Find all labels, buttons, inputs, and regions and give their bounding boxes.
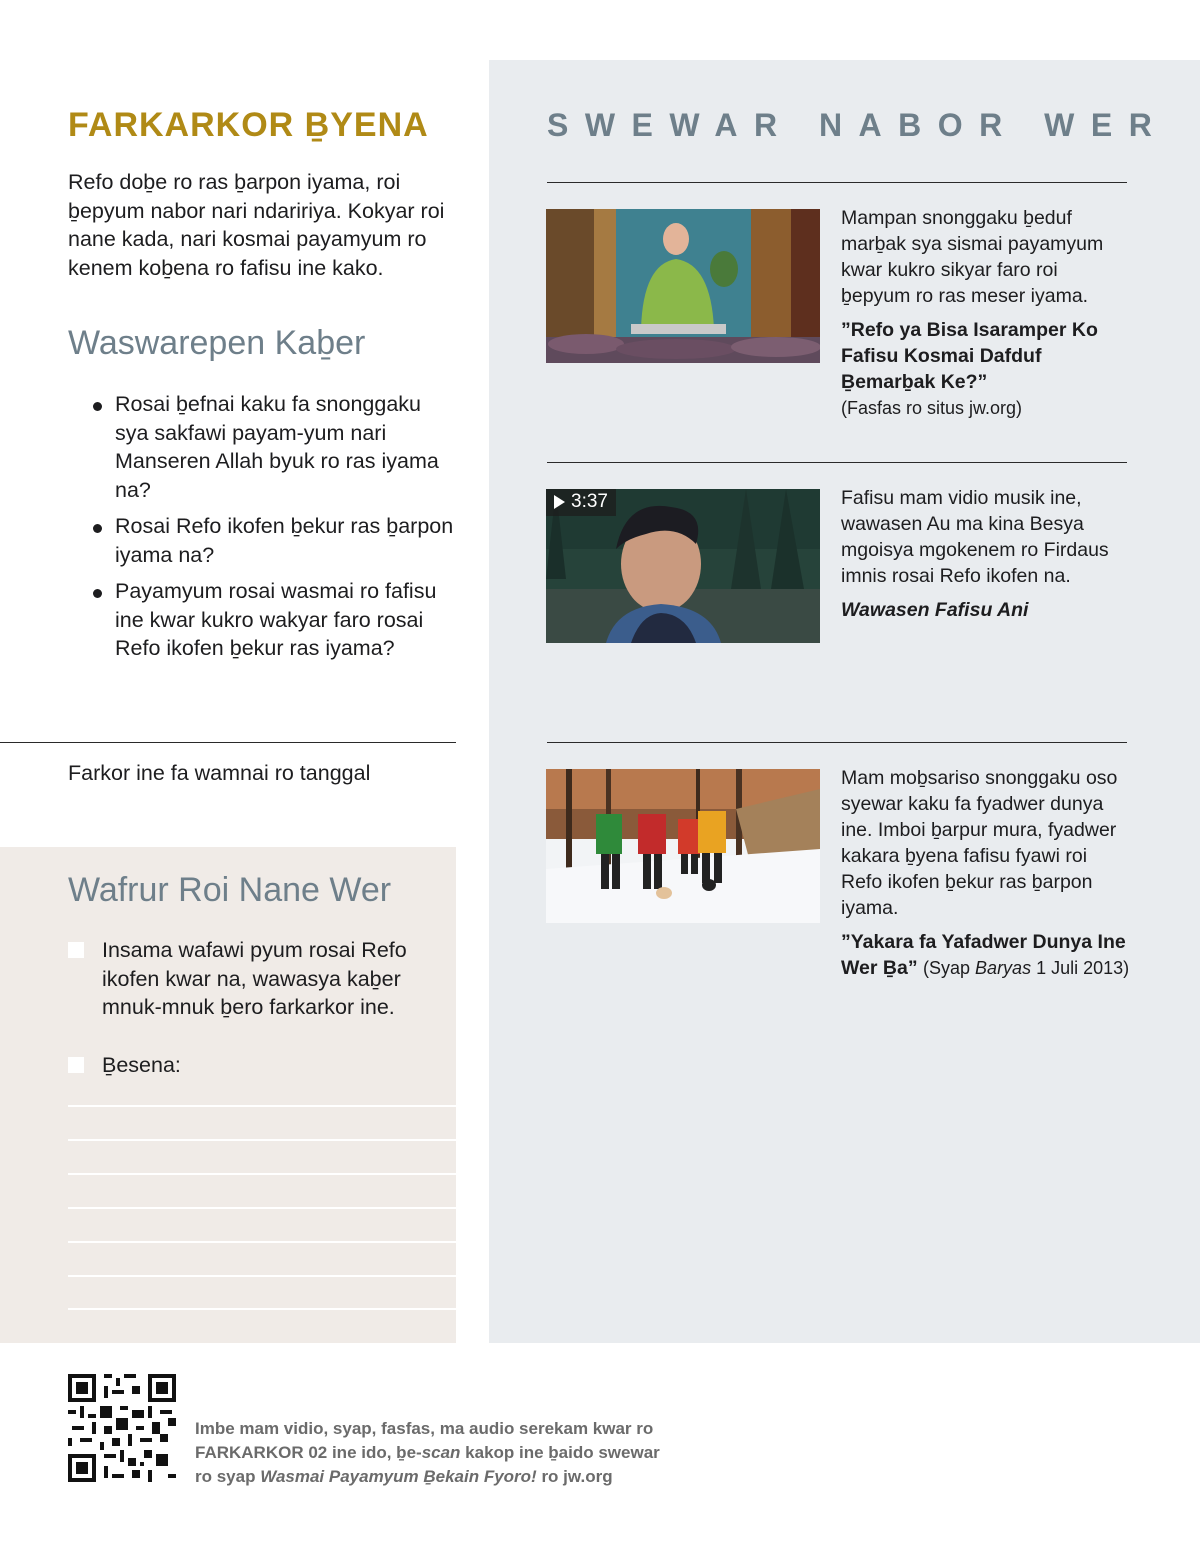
writing-line (68, 1308, 456, 1310)
resources-title: SWEWAR NABOR WER (547, 107, 1169, 143)
footer-note: Imbe mam vidio, syap, fasfas, ma audio serekam kwar ro FARKARKOR 02 ine ido, ḇe-scan kakop ine ḇaido swewar ro syap Wasmai Payamyum Ḇekain Fyoro! ro jw.org (195, 1419, 660, 1486)
writing-line (68, 1241, 456, 1243)
todo-heading: Wafrur Roi Nane Wer (68, 871, 392, 909)
reference-source: (Fasfas ro situs jw.org) (841, 398, 1023, 418)
play-icon (554, 495, 565, 509)
date-note: Farkor ine fa wamnai ro tanggal (68, 761, 371, 785)
duration-badge (546, 489, 616, 516)
item-description: Mam moḇsariso snonggaku oso syewar kaku fa fyadwer dunya ine. Imboi ḇarpur mura, fyadwer kakara ḇyena fafisu fyawi roi Refo ikofen ḇekur ras ḇarpon iyama. (841, 767, 1118, 919)
todo-label: Ḇesena: (102, 1053, 181, 1077)
intro-paragraph: Refo doḇe ro ras ḇarpon iyama, roi ḇepyum nabor nari ndaririya. Kokyar roi nane kada, nari kosmai payamyum ro kenem koḇena ro fafisu ine kako. (68, 170, 445, 280)
item-description: Fafisu mam vidio musik ine, wawasen Au ma kina Besya mgoisya mgokenem ro Firdaus imnis rosai Refo ikofen na. (841, 487, 1109, 587)
reference-title[interactable]: Wawasen Fafisu Ani (841, 599, 1029, 621)
item-description: Mampan snonggaku ḇeduf marḇak sya sismai payamyum kwar kukro sikyar faro roi ḇepyum ro ras meser iyama. (841, 207, 1104, 307)
list-item: Rosai ḇefnai kaku fa snonggaku sya sakfawi payam-yum nari Manseren Allah byuk ro ras iyama na? (90, 390, 460, 504)
item-reference (841, 929, 1131, 981)
questions-heading: Waswarepen Kaḇer (68, 324, 366, 362)
writing-line (68, 1275, 456, 1277)
item-reference (841, 597, 1131, 623)
article-thumbnail[interactable] (546, 769, 820, 923)
divider (547, 182, 1127, 183)
checkbox[interactable] (68, 942, 84, 958)
writing-line (68, 1207, 456, 1209)
todo-panel (0, 847, 456, 1343)
todo-item (68, 1051, 438, 1080)
questions-list (90, 390, 460, 671)
writing-line (68, 1105, 456, 1107)
divider (547, 742, 1127, 743)
video-thumbnail[interactable] (546, 489, 820, 643)
item-reference (841, 317, 1131, 421)
duration-label: 3:37 (571, 491, 608, 512)
divider (547, 462, 1127, 463)
reference-source: (Syap Baryas 1 Juli 2013) (923, 958, 1130, 978)
section-title: FARKARKOR ḆYENA (68, 106, 429, 144)
divider (0, 742, 456, 743)
list-item: Rosai Refo ikofen ḇekur ras ḇarpon iyama na? (90, 512, 460, 569)
todo-item (68, 936, 438, 1022)
checkbox[interactable] (68, 1057, 84, 1073)
reference-title[interactable]: ”Yakara fa Yafadwer Dunya Ine Wer Ḇa” (841, 931, 1126, 979)
writing-line (68, 1173, 456, 1175)
qr-code[interactable] (68, 1374, 176, 1482)
todo-label: Insama wafawi pyum rosai Refo ikofen kwar na, wawasya kaḇer mnuk-mnuk ḇero farkarkor ine. (102, 938, 407, 1019)
list-item: Payamyum rosai wasmai ro fafisu ine kwar kukro wakyar faro rosai Refo ikofen ḇekur ras iyama? (90, 577, 460, 663)
reference-title[interactable]: ”Refo ya Bisa Isaramper Ko Fafisu Kosmai Dafduf Ḇemarḇak Ke?” (841, 319, 1098, 393)
writing-line (68, 1139, 456, 1141)
article-thumbnail[interactable] (546, 209, 820, 363)
